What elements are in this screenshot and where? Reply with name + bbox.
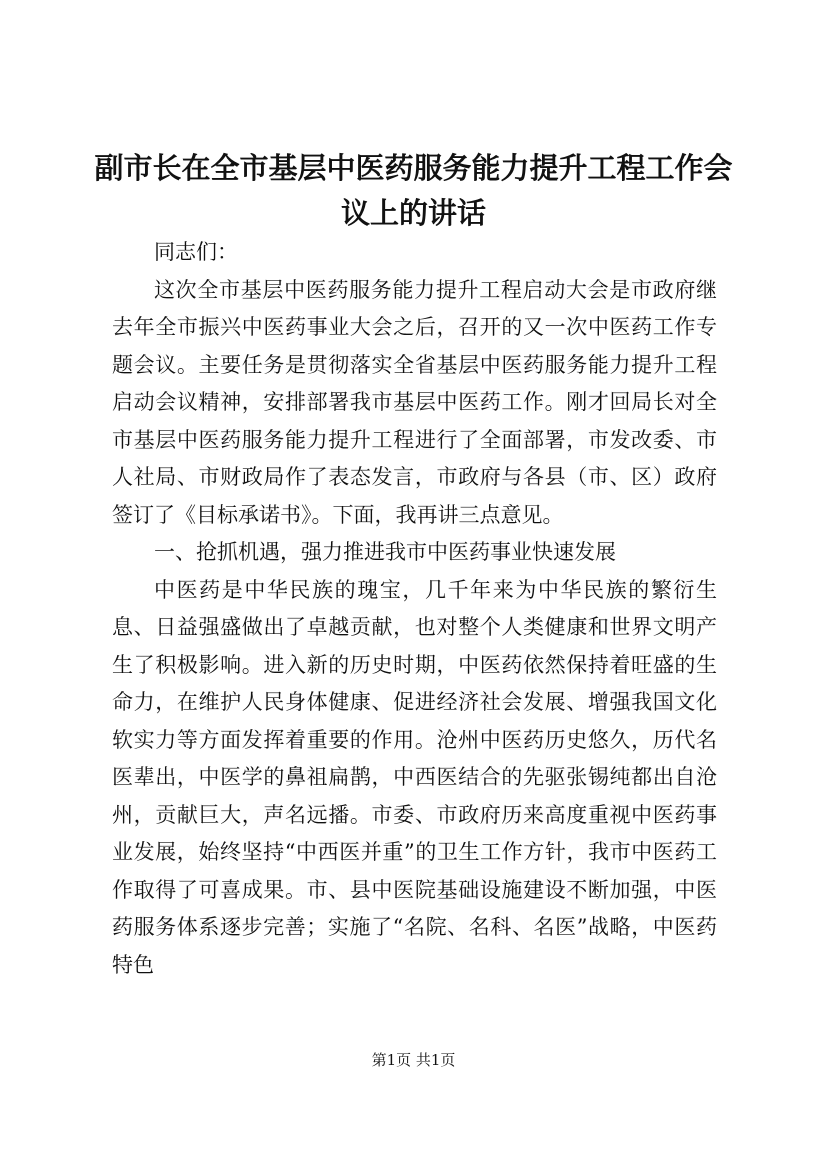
salutation: 同志们： bbox=[154, 240, 238, 264]
document-title: 副市长在全市基层中医药服务能力提升工程工作会议上的讲话 bbox=[94, 151, 733, 230]
section-heading-1: 一、抢抓机遇，强力推进我市中医药事业快速发展 bbox=[154, 540, 616, 564]
page-footer: 第1页 共1页 bbox=[371, 1051, 456, 1069]
document-body bbox=[112, 234, 717, 984]
paragraph-section-1: 中医药是中华民族的瑰宝，几千年来为中华民族的繁衍生息、日益强盛做出了卓越贡献，也对整个人类健康和世界文明产生了积极影响。进入新的历史时期，中医药依然保持着旺盛的生命力，在维护人民身体健康、促进经济社会发展、增强我国文化软实力等方面发挥着重要的作用。沧州中医药历史悠久，历代名医辈出，中医学的鼻祖扁鹊，中西医结合的先驱张锡纯都出自沧州，贡献巨大，声名远播。市委、市政府历来高度重视中医药事业发展，始终坚持“中西医并重”的卫生工作方针，我市中医药工作取得了可喜成果。市、县中医院基础设施建设不断加强，中医药服务体系逐步完善；实施了“名院、名科、名医”战略，中医药特色 bbox=[112, 577, 717, 977]
paragraph-intro: 这次全市基层中医药服务能力提升工程启动大会是市政府继去年全市振兴中医药事业大会之后，召开的又一次中医药工作专题会议。主要任务是贯彻落实全省基层中医药服务能力提升工程启动会议精神，安排部署我市基层中医药工作。刚才回局长对全市基层中医药服务能力提升工程进行了全面部署，市发改委、市人社局、市财政局作了表态发言，市政府与各县（市、区）政府签订了《目标承诺书》。下面，我再讲三点意见。 bbox=[112, 277, 717, 527]
